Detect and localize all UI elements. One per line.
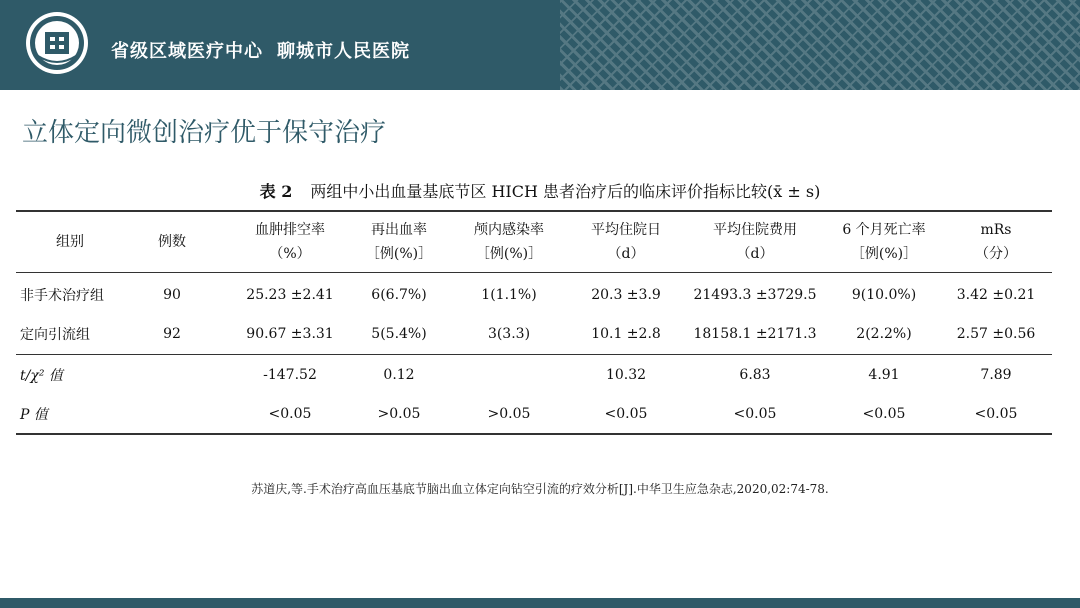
table-cell: <0.05	[268, 405, 312, 422]
table-cell: 92	[163, 325, 181, 342]
table-cell: <0.05	[604, 405, 648, 422]
header-bar	[0, 0, 1080, 90]
table-cell: 5(5.4%)	[371, 325, 427, 342]
table-cell: 2.57 ±0.56	[956, 325, 1036, 342]
column-header: 血肿排空率 （%）	[255, 222, 325, 262]
table-cell: 18158.1 ±2171.3	[693, 325, 817, 342]
stat-label: P 值	[20, 406, 48, 423]
org-short-text: 省级区域医疗中心	[111, 41, 263, 62]
table-cell: 3.42 ±0.21	[956, 286, 1036, 303]
header-pattern	[560, 0, 1080, 90]
table-caption-text: 两组中小出血量基底节区 HICH 患者治疗后的临床评价指标比较(x̄ ± s)	[310, 182, 821, 201]
table-cell: 6.83	[739, 366, 771, 383]
table-cell: 9(10.0%)	[851, 286, 917, 303]
table-cell: 10.32	[605, 366, 647, 383]
table-cell: 4.91	[868, 366, 900, 383]
footer-bar	[0, 598, 1080, 608]
table-cell: 25.23 ±2.41	[246, 286, 334, 303]
organization-name	[111, 37, 410, 63]
table-cell: <0.05	[733, 405, 777, 422]
table-cell: 10.1 ±2.8	[591, 325, 661, 342]
column-header: 平均住院日 （d）	[591, 222, 661, 262]
comparison-table	[16, 210, 1052, 435]
table-cell: 6(6.7%)	[371, 286, 427, 303]
table-cell: 20.3 ±3.9	[591, 286, 661, 303]
table-cell: >0.05	[487, 405, 531, 422]
table-cell: 0.12	[383, 366, 415, 383]
column-header: mRs （分）	[975, 222, 1017, 262]
table-cell: 7.89	[980, 366, 1012, 383]
stat-label: t/χ² 值	[20, 367, 63, 384]
org-name-text: 聊城市人民医院	[277, 41, 410, 62]
table-cell: <0.05	[862, 405, 906, 422]
table-cell: 90.67 ±3.31	[246, 325, 334, 342]
column-header: 平均住院费用 （d）	[713, 222, 797, 262]
table-cell: 非手术治疗组	[20, 287, 104, 304]
table-cell: -147.52	[263, 366, 317, 383]
table-cell: 2(2.2%)	[856, 325, 912, 342]
hospital-logo-icon	[24, 10, 90, 76]
column-header: 组别	[56, 234, 84, 250]
table-cell: 3(3.3)	[487, 325, 531, 342]
table-header-row	[16, 212, 1052, 273]
column-header: 6 个月死亡率 ［例(%)］	[842, 222, 926, 262]
table-cell: 90	[163, 286, 181, 303]
table-cell: 定向引流组	[20, 326, 90, 343]
table-caption	[0, 179, 1080, 202]
column-header: 再出血率 ［例(%)］	[365, 222, 433, 262]
column-header: 颅内感染率 ［例(%)］	[474, 222, 544, 262]
reference-citation: 苏道庆,等.手术治疗高血压基底节脑出血立体定向钻空引流的疗效分析[J].中华卫生应急杂志,2020,02:74-78.	[251, 482, 829, 496]
table-row	[16, 314, 1052, 353]
column-header: 例数	[158, 234, 186, 250]
page-title: 立体定向微创治疗优于保守治疗	[22, 118, 387, 148]
table-cell: >0.05	[377, 405, 421, 422]
table-cell: 21493.3 ±3729.5	[693, 286, 817, 303]
table-cell: 1(1.1%)	[481, 286, 537, 303]
table-row	[16, 275, 1052, 314]
table-cell: <0.05	[974, 405, 1018, 422]
stat-row	[16, 394, 1052, 433]
stat-row	[16, 354, 1052, 394]
table-caption-number: 表 2	[259, 182, 293, 201]
